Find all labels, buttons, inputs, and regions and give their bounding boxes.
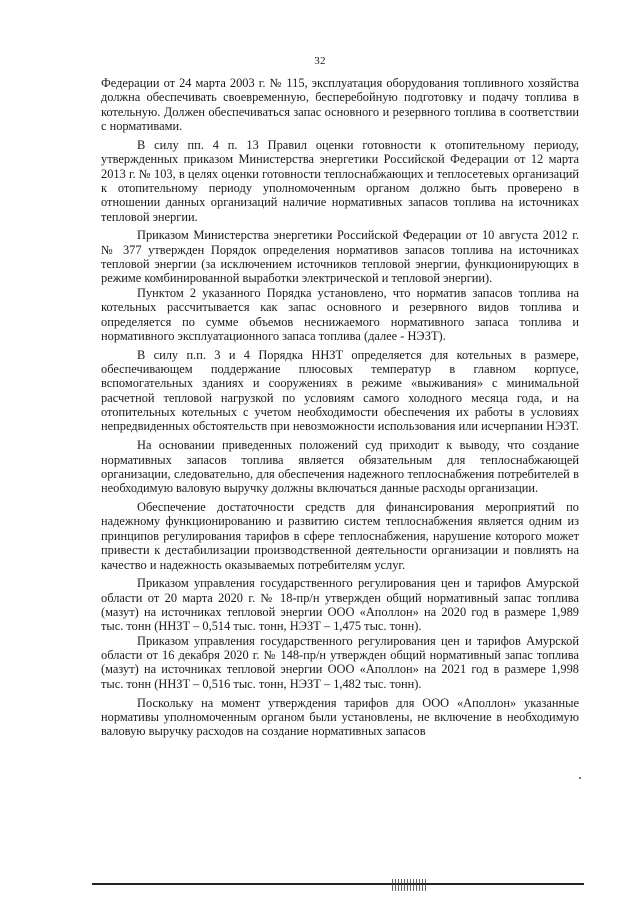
paragraph-order-377: Приказом Министерства энергетики Российской Федерации от 10 августа 2012 г. № 377 утвержден Порядок определения нормативов запасов топлива на источниках тепловой энергии (за исключением источников тепловой энергии, функционирующих в режиме комбинированной выработки электрической и тепловой энергии).: [101, 228, 579, 286]
paragraph-nnzt-definition: В силу п.п. 3 и 4 Порядка ННЗТ определяется для котельных в размере, обеспечивающем поддержание плюсовых температур в главном корпусе, вспомогательных зданиях и сооружениях в режиме «выживания» с минимальной расчетной тепловой нагрузкой по условиям самого холодного месяца года, и на отопительных котельных с учетом необходимости обеспечения их работы в условиях непредвиденных обстоятельств при невозможности использования или исчерпании НЭЗТ.: [101, 347, 579, 434]
paragraph-court-conclusion: На основании приведенных положений суд приходит к выводу, что создание нормативных запасов топлива является обязательным для теплоснабжающей организации, следовательно, для обеспечения надежного теплоснабжения потребителей в необходимую валовую выручку должны включаться данные расходы организации.: [101, 438, 579, 496]
paragraph-financing-principle: Обеспечение достаточности средств для финансирования мероприятий по надежному функционированию и развитию систем теплоснабжения является одним из принципов регулирования тарифов в сфере теплоснабжения, нарушение которого может привести к дестабилизации производственной деятельности организации и повлиять на качество и надежность оказываемых потребителям услуг.: [101, 500, 579, 572]
paragraph-order-2021: Приказом управления государственного регулирования цен и тарифов Амурской области от 16 декабря 2020 г. № 148-пр/н утвержден общий нормативный запас топлива (мазут) на источниках тепловой энергии ООО «Аполлон» на 2021 год в размере 1,998 тыс. тонн (ННЗТ – 0,516 тыс. тонн, НЭЗТ – 1,482 тыс. тонн).: [101, 633, 579, 691]
scan-speck: [579, 777, 581, 779]
scan-barcode-mark: [392, 879, 428, 891]
paragraph-order-2020: Приказом управления государственного регулирования цен и тарифов Амурской области от 20 марта 2020 г. № 18-пр/н утвержден общий нормативный запас топлива (мазут) на источниках тепловой энергии ООО «Аполлон» на 2020 год в размере 1,989 тыс. тонн (ННЗТ – 0,514 тыс. тонн, НЭЗТ – 1,475 тыс. тонн).: [101, 576, 579, 634]
footer-rule: [92, 883, 584, 885]
document-body: [101, 76, 579, 743]
paragraph-conclusion-start: Поскольку на момент утверждения тарифов для ООО «Аполлон» указанные нормативы уполномоченным органом были установлены, не включение в необходимую валовую выручку расходов на создание нормативных запасов: [101, 695, 579, 739]
paragraph-order-point-2: Пунктом 2 указанного Порядка установлено, что норматив запасов топлива на котельных рассчитывается как запас основного и резервного видов топлива и определяется по сумме объемов неснижаемого нормативного запаса топлива и нормативного эксплуатационного запаса топлива (далее - НЭЗТ).: [101, 285, 579, 343]
paragraph-fuel-economy: Федерации от 24 марта 2003 г. № 115, эксплуатация оборудования топливного хозяйства должна обеспечивать своевременную, бесперебойную подготовку и подачу топлива в котельную. Должен обеспечиваться запас основного и резервного топлива в соответствии с нормативами.: [101, 76, 579, 134]
page-number: 32: [314, 55, 326, 67]
paragraph-readiness-rules: В силу пп. 4 п. 13 Правил оценки готовности к отопительному периоду, утвержденных приказом Министерства энергетики Российской Федерации от 12 марта 2013 г. № 103, в целях оценки готовности теплоснабжающих и теплосетевых организаций к отопительному периоду уполномоченным органом должно быть проверено в отношении данных организаций наличие нормативных запасов топлива на источниках тепловой энергии.: [101, 137, 579, 224]
